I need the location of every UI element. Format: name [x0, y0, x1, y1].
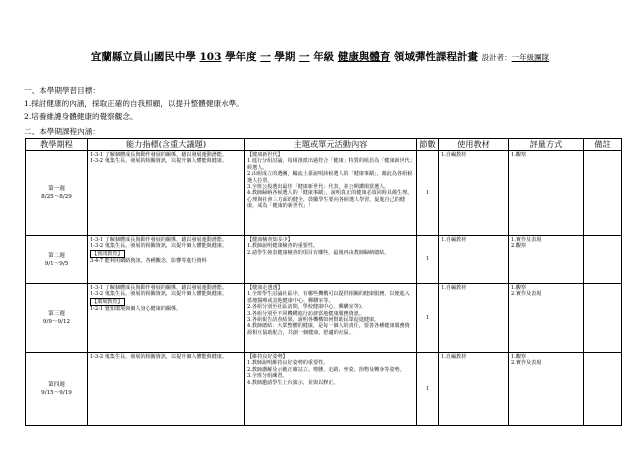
notes-cell: [584, 353, 622, 426]
week-cell: [26, 236, 88, 284]
content-line: 【健康走透透】: [247, 285, 283, 291]
indicator-cell: [88, 353, 245, 426]
materials-cell: 1.自編教材: [439, 236, 509, 284]
table-row: [26, 284, 622, 353]
content-line: 【健康檢查知多少】: [247, 237, 293, 243]
issue-tag: 【資訊教育】: [92, 250, 123, 257]
indicator: 1-3-2 蒐集生長、發展的相關資訊，以提升個人體能與健康。: [90, 354, 228, 360]
content-cell: [245, 151, 417, 236]
content-line: 【健康新世代】: [247, 152, 283, 158]
week-cell: [26, 353, 88, 426]
week-dates: 8/25～8/29: [41, 194, 72, 200]
indicator: 1-3-1 了解個體成長與動作發展的關係，藉以發展運動潛能。: [90, 237, 228, 243]
notes-cell: [584, 151, 622, 236]
content-line: 1.教師說明維持良好姿勢的重要性。: [247, 360, 329, 367]
assessment-cell: [509, 284, 584, 353]
content-line: 2.請學生發表健康檢查的項目有哪些，最後再由教師歸納總結。: [247, 249, 390, 256]
assessment-item: 2.實作及表現: [511, 291, 542, 298]
periods-cell: 1: [417, 151, 439, 236]
notes-cell: [584, 236, 622, 284]
title-suffix: 領域彈性課程計畫: [394, 51, 478, 63]
materials-cell: 1.自編教材: [439, 284, 509, 353]
table-row: [26, 353, 622, 426]
content-line: 3.全班分組練習。: [247, 373, 288, 380]
week-label: 第二週: [48, 252, 65, 259]
indicator: 1-3-2 蒐集生長、發展的相關資訊，以提升個人體能與健康。: [90, 243, 228, 250]
week-dates: 9/15～9/19: [41, 390, 72, 396]
content-cell: [245, 236, 417, 284]
school-year: 103: [199, 51, 222, 63]
notes-cell: [584, 284, 622, 353]
issue-indicator: 3-4-7 能利用網路資訊、各種觀念，影響等進行資料: [90, 258, 207, 265]
issue-indicator: 1-2-1 覺知環境與個人身心健康的關係。: [90, 306, 182, 313]
header-assessment: 評量方式: [509, 139, 584, 151]
designer-label: 設計者：: [481, 53, 512, 62]
materials-cell: 1.自編教材: [439, 151, 509, 236]
week-label: 第三週: [48, 311, 65, 317]
assessment-item: 2.觀察: [511, 243, 527, 250]
designer-name: 一年級團隊: [511, 53, 550, 62]
assessment-item: 1.觀察: [511, 354, 527, 360]
content-line: 【維持良好姿勢】: [247, 354, 288, 360]
content-line: 2.教師講解及示範正確站立、彎腰、走路、坐姿、抬物及轉身等姿勢。: [247, 366, 405, 373]
section1-heading: 一、本學期學習目標：: [24, 86, 100, 95]
content-line: 4.教師邀請學生上台演示，並與以修正。: [247, 379, 339, 386]
periods-cell: 1: [417, 353, 439, 426]
periods-cell: 1: [417, 284, 439, 353]
table-row: [26, 236, 622, 284]
assessment-item: 1.實作及表現: [511, 237, 542, 243]
week-label: 第一週: [48, 186, 65, 192]
table-row: [26, 151, 622, 236]
header-indicators: 能力指標(含重大議題): [88, 139, 245, 151]
header-schedule: 教學期程: [26, 139, 88, 151]
content-line: 2.各組分別至社區訪問，學校健康中心、郵購室等)。: [247, 304, 366, 311]
content-line: 3.全班公投選出最佳「健康新世代」代表，並公開讚揚當選人。: [247, 184, 390, 191]
grade: 一: [299, 51, 310, 63]
header-content: 主題或單元活動內容: [245, 139, 417, 151]
assessment-cell: [509, 151, 584, 236]
table-header-row: [26, 139, 622, 151]
document-title: [0, 49, 640, 64]
week-label: 第四週: [48, 382, 65, 388]
content-cell: [245, 284, 417, 353]
assessment-cell: [509, 353, 584, 426]
content-line: 3.各組報告訪查結果，說明各機構如何幫助民眾促進健康。: [247, 317, 380, 324]
assessment-cell: [509, 236, 584, 284]
section2-heading: 二、本學期課程內涵：: [24, 127, 100, 136]
goal-1: 1.採討健康的內涵，採取正確的自我照顧，以提升整體健康水準。: [24, 99, 244, 108]
assessment-item: 1.觀察: [511, 152, 527, 158]
indicator: 1-3-2 蒐集生長、發展的相關資訊，以提升個人體能與健康。: [90, 291, 228, 298]
week-cell: [26, 151, 88, 236]
content-line: 4.教師歸納各候選人的「健康事蹟」，說明真正的健康必須同時具備生理、心理與社會三方面的健全，鼓勵學生要向各候選人學習，促進自己的健康，成為「健康的新世代」！: [247, 190, 413, 210]
week-dates: 9/1～9/5: [44, 260, 69, 267]
indicator: 1-3-1 了解個體成長與動作發展的關係，藉以發展運動潛能。: [90, 152, 228, 158]
content-line: 4.教師總結：大眾整體的健康，是每一個人的責任，要善各種健康服務資源相互協助配合，共創一個健康、舒適的社區。: [247, 323, 410, 336]
content-line: 1.全班學生討論社區中，有哪些機構可以提供相關的健康服務，以便進入當地醫療或其他健康中心、郵購室等。: [247, 291, 410, 304]
indicator-cell: [88, 236, 245, 284]
course-plan-table: [25, 138, 622, 426]
materials-cell: 1.自編教材: [439, 353, 509, 426]
school-name: 宜蘭縣立員山國民中學: [90, 51, 196, 63]
school-year-suffix: 學年度: [225, 51, 257, 63]
assessment-item: 1.觀察: [511, 285, 527, 291]
content-line: 3.各組分別至不同機構進行訪談當地健康服務資訊。: [247, 310, 364, 317]
header-periods: 節數: [417, 139, 439, 151]
indicator: 1-3-1 了解個體成長與動作發展的關係，藉以發展運動潛能。: [90, 285, 228, 291]
assessment-item: 2.實作及表現: [511, 360, 542, 367]
week-dates: 9/9～9/12: [42, 319, 71, 325]
goal-2: 2.培養維護身體健康的覺察觀念。: [24, 112, 138, 121]
semester: 一: [260, 51, 271, 63]
content-line: 1.進行分組討論，每組推派出過符合「健康」特質的組員為「健康新世代」候選人。: [247, 158, 413, 171]
content-line: 1.教師說明健康檢查的重要性。: [247, 243, 319, 250]
header-notes: 備註: [584, 139, 622, 151]
content-line: 2.由組成立的選團，輪流上臺說明該候選人的「健康事蹟」，藉此為各組候選人拉票。: [247, 171, 413, 184]
week-cell: [26, 284, 88, 353]
periods-cell: 1: [417, 236, 439, 284]
content-cell: [245, 353, 417, 426]
grade-suffix: 年級: [313, 51, 335, 63]
header-materials: 使用教材: [439, 139, 509, 151]
indicator-cell: [88, 151, 245, 236]
subject-domain: 健康與體育: [337, 51, 391, 63]
indicator: 1-3-2 蒐集生長、發展的相關資訊，以提升個人體能與健康。: [90, 158, 228, 165]
semester-suffix: 學期: [274, 51, 296, 63]
indicator-cell: [88, 284, 245, 353]
issue-tag: 【環境教育】: [92, 298, 123, 305]
